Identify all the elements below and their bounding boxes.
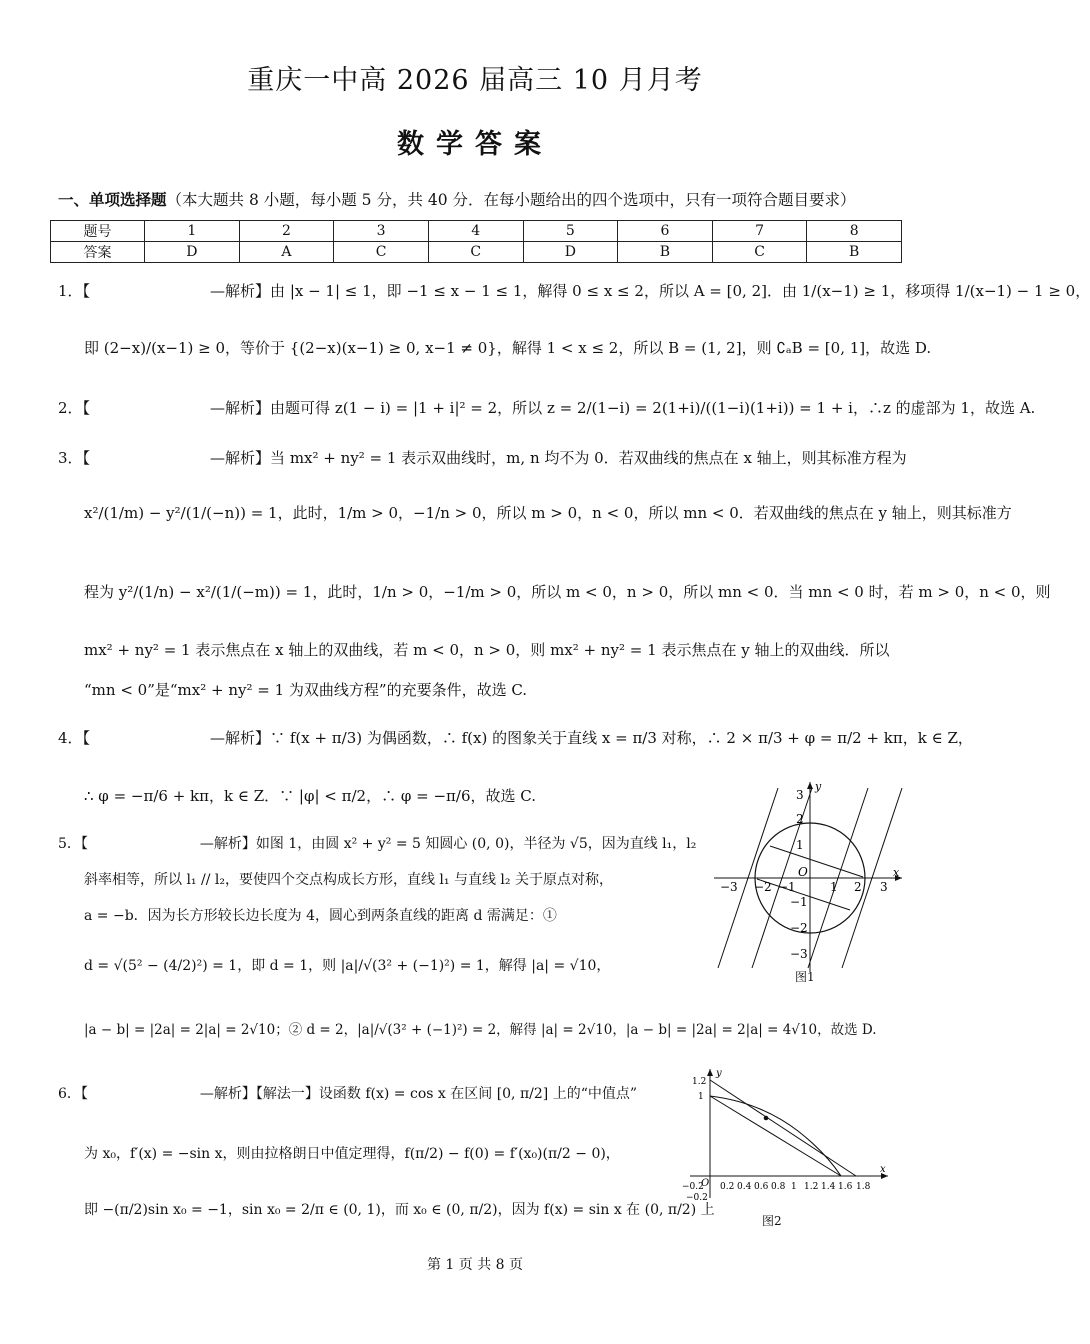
table-cell: B: [807, 242, 902, 263]
table-cell: 8: [807, 221, 902, 242]
table-cell: 3: [334, 221, 429, 242]
figure1-y-tick: 2: [796, 812, 804, 826]
figure2-tangent-point: [764, 1116, 769, 1121]
table-cell: D: [523, 242, 618, 263]
figure1-y-tick: −2: [790, 921, 808, 935]
figure2-x-tick: 0.8: [771, 1182, 786, 1192]
solution-q6-line2: 为 x₀，f′(x) = −sin x，则由拉格朗日中值定理得，f(π/2) − f(0) = f′(x₀)(π/2 − 0)，: [84, 1146, 620, 1162]
table-cell: B: [618, 242, 713, 263]
figure1-origin-label: O: [798, 865, 808, 879]
figure2-x-label: x: [880, 1164, 886, 1175]
figure2-x-tick: 0.2: [720, 1182, 735, 1192]
table-cell: D: [145, 242, 240, 263]
figure2-y-arrow: [707, 1069, 713, 1076]
solution-q3-line3: 程为 y²/(1/n) − x²/(1/(−m)) = 1，此时，1/n > 0，−1/m > 0，所以 m < 0，n > 0，所以 mn < 0．当 mn < 0 时，若 m > 0，n < 0，则: [84, 583, 1051, 601]
figure2-x-tick: 1.6: [838, 1182, 853, 1192]
figure2-x-tick: −0.2: [682, 1182, 704, 1192]
figure1-x-label: x: [893, 866, 900, 879]
solution-q3-line5: “mn < 0”是“mx² + ny² = 1 为双曲线方程”的充要条件，故选 C.: [84, 681, 528, 699]
solution-q2-line1: 2．【 —解析】由题可得 z(1 − i) = |1 + i|² = 2，所以 z = 2/(1−i) = 2(1+i)/((1−i)(1+i)) = 1 + i，∴z 的虚部为 1，故选 A.: [58, 399, 1036, 417]
figure1-x-tick: 1: [830, 880, 838, 894]
figure2-x-tick: 0.4: [737, 1182, 752, 1192]
figure2-x-tick: 1.8: [856, 1182, 871, 1192]
solution-q5-line2: 斜率相等，所以 l₁ // l₂，要使四个交点构成长方形，直线 l₁ 与直线 l₂ 关于原点对称，: [84, 872, 613, 888]
figure1-y-arrow: [807, 782, 813, 789]
section-title: 一、单项选择题: [58, 190, 167, 209]
solution-q1-line2: 即 (2−x)/(x−1) ≥ 0，等价于 {(2−x)(x−1) ≥ 0, x−1 ≠ 0}，解得 1 < x ≤ 2，所以 B = (1, 2]，则 ∁ₐB = [0, 1]，故选 D.: [84, 339, 932, 357]
table-cell: C: [712, 242, 807, 263]
figure1-x-tick: 2: [854, 880, 862, 894]
figure2-tangent-line: [710, 1080, 856, 1176]
figure1-x-tick: −3: [720, 880, 738, 894]
table-cell: A: [239, 242, 334, 263]
solution-q5-line4: d = √(5² − (4/2)²) = 1，即 d = 1，则 |a|/√(3² + (−1)²) = 1，解得 |a| = √10，: [84, 958, 611, 974]
figure1-diagram: [712, 778, 908, 974]
figure2-x-tick: 1: [791, 1182, 797, 1192]
solution-q1-line1: 1．【 —解析】由 |x − 1| ≤ 1，即 −1 ≤ x − 1 ≤ 1，解得 0 ≤ x ≤ 2，所以 A = [0, 2]．由 1/(x−1) ≥ 1，移项得 1/(x−1) − 1 ≥ 0，: [58, 282, 1090, 300]
figure1-caption: 图1: [795, 970, 815, 984]
table-cell: C: [334, 242, 429, 263]
page-title: 重庆一中高 2026 届高三 10 月月考: [247, 65, 703, 96]
solution-q3-line2: x²/(1/m) − y²/(1/(−n)) = 1，此时，1/m > 0，−1/n > 0，所以 m > 0，n < 0，所以 mn < 0．若双曲线的焦点在 y 轴上，则其标准方: [84, 504, 1012, 522]
figure2-y-tick: −0.2: [686, 1193, 708, 1203]
section-heading: [58, 188, 856, 210]
figure2-y-label: y: [716, 1068, 722, 1079]
solution-q5-line3: a = −b．因为长方形较长边长度为 4，圆心到两条直线的距离 d 需满足：①: [84, 908, 557, 924]
figure2-x-tick: 0.6: [754, 1182, 769, 1192]
figure2-diagram: [680, 1066, 894, 1206]
page-subtitle: 数学答案: [397, 129, 553, 160]
figure2-origin-label: O: [701, 1178, 710, 1189]
solution-q6-line1: 6．【 —解析】【解法一】设函数 f(x) = cos x 在区间 [0, π/2] 上的“中值点”: [58, 1086, 638, 1102]
table-row-label: 题号: [51, 221, 145, 242]
solution-q4-line2: ∴ φ = −π/6 + kπ，k ∈ Z．∵ |φ| < π/2，∴ φ = −π/6，故选 C.: [84, 787, 536, 805]
solution-q6-line3: 即 −(π/2)sin x₀ = −1，sin x₀ = 2/π ∈ (0, 1)，而 x₀ ∈ (0, π/2)，因为 f(x) = sin x 在 (0, π/2) 上: [84, 1202, 715, 1218]
table-row: [51, 221, 902, 242]
solution-q4-line1: 4．【 —解析】∵ f(x + π/3) 为偶函数，∴ f(x) 的图象关于直线 x = π/3 对称，∴ 2 × π/3 + φ = π/2 + kπ，k ∈ Z，: [58, 729, 973, 747]
figure1-y-tick: −1: [790, 895, 808, 909]
figure1-y-tick: 3: [796, 788, 804, 802]
figure1-y-tick: −3: [790, 947, 808, 961]
answer-table: [50, 220, 902, 263]
solution-q5-line1: 5．【 —解析】如图 1，由圆 x² + y² = 5 知圆心 (0, 0)，半径为 √5，因为直线 l₁，l₂: [58, 836, 697, 852]
figure2-x-tick: 1.2: [804, 1182, 819, 1192]
section-note: （本大题共 8 小题，每小题 5 分，共 40 分．在每小题给出的四个选项中，只有一项符合题目要求）: [166, 191, 856, 209]
figure2-x-tick: 1.4: [821, 1182, 836, 1192]
solution-q3-line1: 3．【 —解析】当 mx² + ny² = 1 表示双曲线时，m, n 均不为 0．若双曲线的焦点在 x 轴上，则其标准方程为: [58, 449, 907, 467]
figure2-y-tick: 1.2: [692, 1077, 707, 1087]
figure2-caption: 图2: [762, 1214, 782, 1228]
solution-q3-line4: mx² + ny² = 1 表示焦点在 x 轴上的双曲线，若 m < 0，n > 0，则 mx² + ny² = 1 表示焦点在 y 轴上的双曲线．所以: [84, 641, 890, 659]
figure1-x-tick: −2: [754, 880, 772, 894]
page-footer: 第 1 页 共 8 页: [426, 1257, 524, 1273]
figure1-y-tick: 1: [796, 838, 804, 852]
table-cell: 5: [523, 221, 618, 242]
table-row: [51, 242, 902, 263]
table-cell: 6: [618, 221, 713, 242]
table-cell: 4: [428, 221, 523, 242]
solution-q5-line5: |a − b| = |2a| = 2|a| = 2√10；② d = 2，|a|/√(3² + (−1)²) = 2，解得 |a| = 2√10，|a − b| = |2a| = 2|a| = 4√10，故选 D.: [84, 1022, 877, 1038]
figure1-y-label: y: [815, 780, 822, 793]
table-cell: 7: [712, 221, 807, 242]
table-cell: 1: [145, 221, 240, 242]
figure2-secant-line: [710, 1096, 841, 1176]
figure1-x-tick: −1: [778, 880, 796, 894]
figure2-y-tick: 1: [698, 1092, 704, 1102]
figure1-x-tick: 3: [880, 880, 888, 894]
table-cell: 2: [239, 221, 334, 242]
table-row-label: 答案: [51, 242, 145, 263]
table-cell: C: [428, 242, 523, 263]
